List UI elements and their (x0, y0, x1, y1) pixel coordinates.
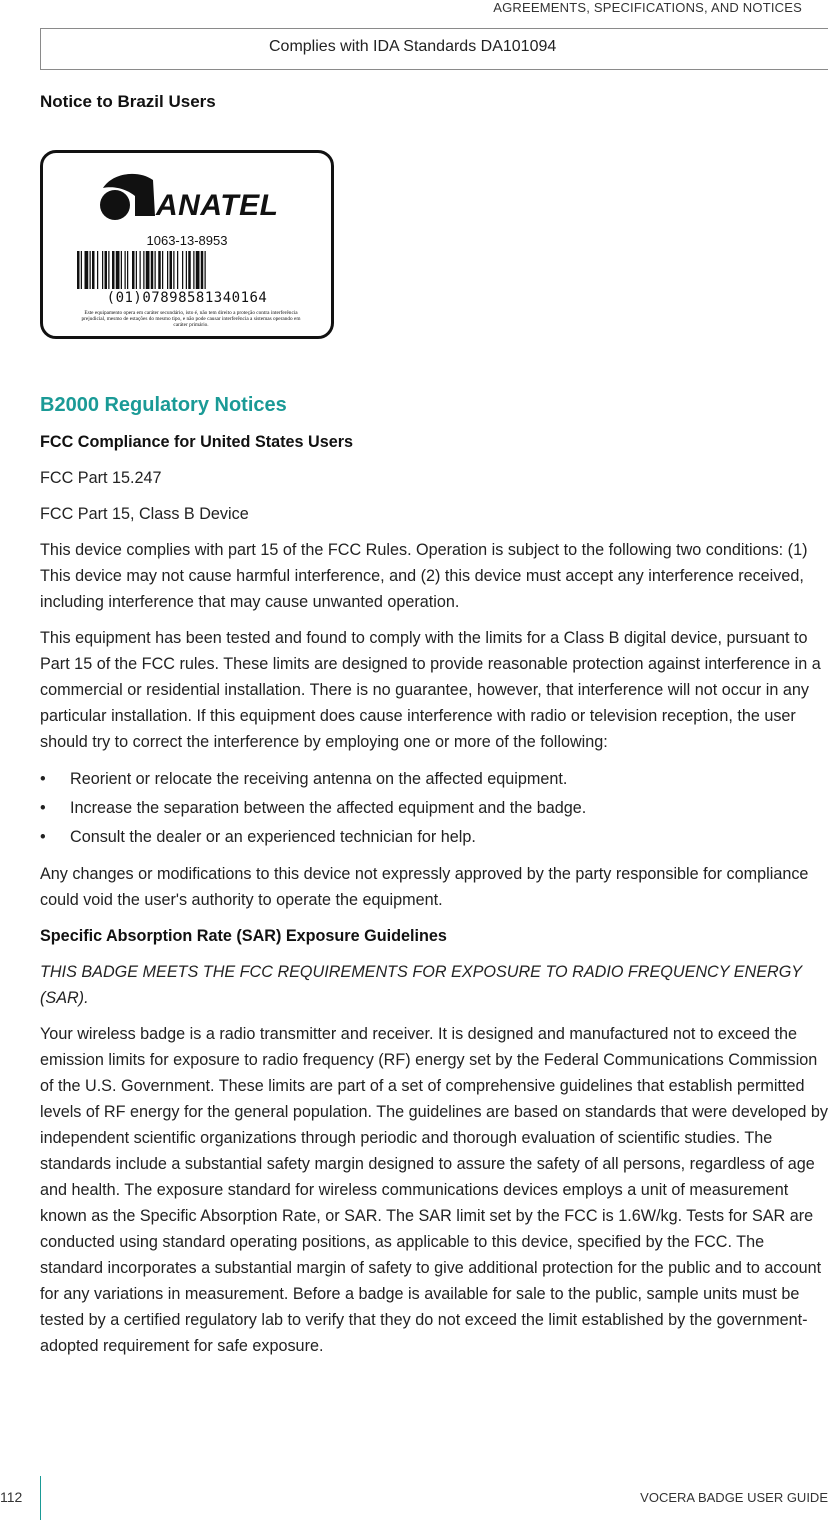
sar-paragraph: Your wireless badge is a radio transmitter and receiver. It is designed and manufactured not to exceed the emission limits for exposure to radio frequency (RF) energy set by the Federal Communications Commission of the U.S. Government. These limits are part of a set of comprehensive guidelines that establish permitted levels of RF energy for the general population. The guidelines are based on standards that were developed by independent scientific organizations through periodic and thorough evaluation of scientific studies. The standards include a substantial safety margin designed to assure the safety of all persons, regardless of age and health. The exposure standard for wireless communications devices employs a unit of measurement known as the Specific Absorption Rate, or SAR. The SAR limit set by the FCC is 1.6W/kg. Tests for SAR are conducted using standard operating positions, as applicable to this device, specified by the FCC. The standard incorporates a substantial margin of safety to give additional protection for the public and to account for any variations in measurement. Before a badge is available for sale to the public, sample units must be tested by a certified regulatory lab to verify that they do not exceed the limit established by the government-adopted requirement for safe exposure. (40, 1025, 828, 1355)
page-number: 112 (0, 1489, 23, 1505)
barcode-icon (77, 251, 297, 289)
fcc-heading: FCC Compliance for United States Users (40, 433, 354, 451)
ida-compliance-box (40, 28, 828, 70)
b2000-heading: B2000 Regulatory Notices (40, 394, 287, 416)
list-item: • Reorient or relocate the receiving antenna on the affected equipment. (40, 765, 828, 794)
anatel-brand: ANATEL (156, 189, 279, 222)
ida-compliance-text: Complies with IDA Standards DA101094 (269, 38, 557, 55)
sar-heading: Specific Absorption Rate (SAR) Exposure Guidelines (40, 927, 447, 945)
list-item: • Increase the separation between the affected equipment and the badge. (40, 794, 828, 823)
list-item: • Consult the dealer or an experienced technician for help. (40, 823, 828, 852)
brazil-heading: Notice to Brazil Users (40, 92, 216, 111)
footer-divider (40, 1476, 41, 1520)
anatel-label (40, 150, 334, 339)
fcc-paragraph-2: This equipment has been tested and found to comply with the limits for a Class B digital device, pursuant to Part 15 of the FCC rules. These limits are designed to provide reasonable protection against interference in a commercial or residential installation. There is no guarantee, however, that interference will not occur in any particular installation. If this equipment does cause interference with radio or television reception, the user should try to correct the interference by employing one or more of the following: (40, 629, 821, 751)
anatel-cert-number: 1063-13-8953 (146, 233, 228, 248)
anatel-fine-print: Este equipamento opera em caráter secundário, isto é, não tem direito a proteção contra interferência prejudicial, mesmo de estações do mesmo tipo, e não pode causar interferência a sistemas operando em caráter primário. (81, 310, 301, 329)
running-header: AGREEMENTS, SPECIFICATIONS, AND NOTICES (493, 0, 802, 15)
fcc-paragraph-3: Any changes or modifications to this device not expressly approved by the party responsible for compliance could void the user's authority to operate the equipment. (40, 865, 809, 909)
b2000-section (40, 394, 828, 1369)
fcc-class: FCC Part 15, Class B Device (40, 505, 249, 523)
footer-guide-title: VOCERA BADGE USER GUIDE (640, 1490, 828, 1505)
fcc-remedy-list (40, 765, 828, 852)
fcc-part: FCC Part 15.247 (40, 469, 162, 487)
anatel-logo-icon (95, 170, 157, 222)
barcode-number: (01)07898581340164 (106, 290, 268, 306)
fcc-paragraph-1: This device complies with part 15 of the FCC Rules. Operation is subject to the following two conditions: (1) This device may not cause harmful interference, and (2) this device must accept any interference received, including interference that may cause unwanted operation. (40, 541, 808, 611)
sar-statement: THIS BADGE MEETS THE FCC REQUIREMENTS FOR EXPOSURE TO RADIO FREQUENCY ENERGY (SAR). (40, 963, 802, 1007)
